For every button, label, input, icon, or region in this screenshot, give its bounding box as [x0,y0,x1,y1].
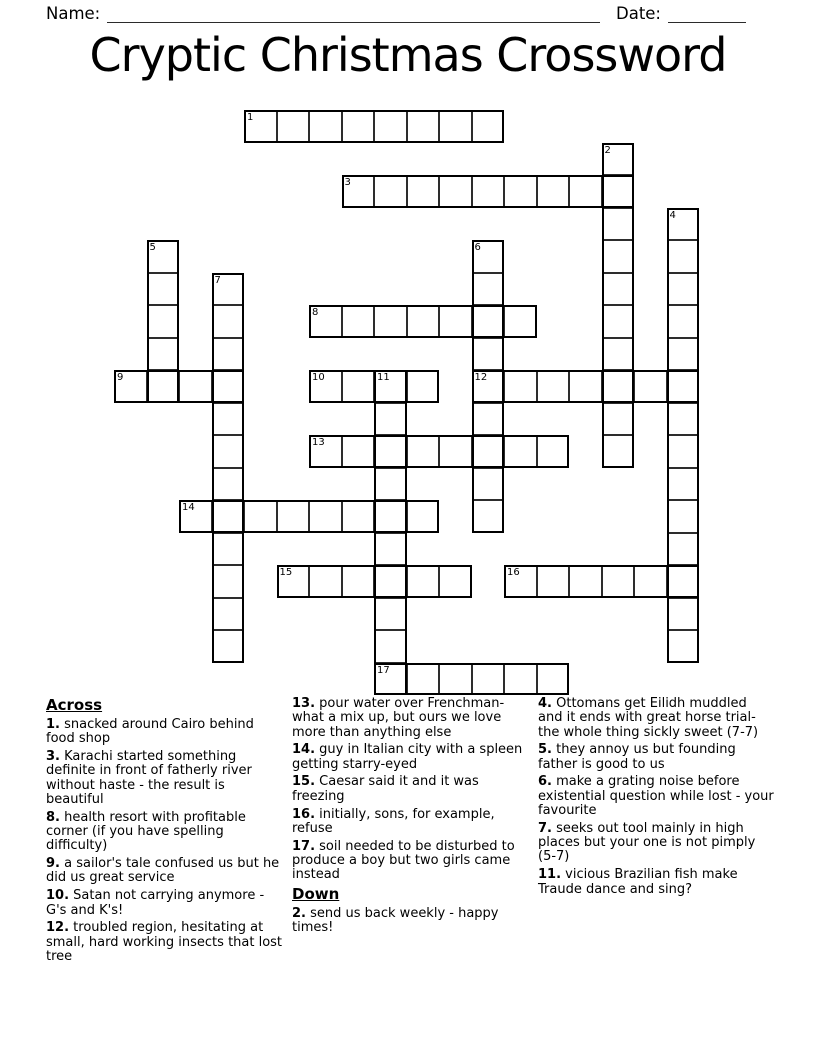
clue-across-13: 13. pour water over Frenchman-what a mix up, but ours we love more than anything else [292,696,505,740]
grid-cell[interactable] [472,500,505,533]
grid-cell[interactable] [602,273,635,306]
grid-cell[interactable] [212,273,245,306]
name-label: Name: [46,4,101,23]
grid-cell[interactable] [374,435,407,468]
grid-cell[interactable] [472,110,505,143]
cell-number: 17 [377,664,390,676]
grid-cell[interactable] [212,468,245,501]
cell-number: 5 [149,242,156,253]
grid-cell[interactable] [407,305,440,338]
grid-cell[interactable] [602,208,635,241]
grid-cell[interactable] [212,370,245,403]
clue-across-16: 16. initially, sons, for example, refuse [292,806,495,836]
grid-cell[interactable] [667,240,700,273]
grid-cell[interactable] [667,403,700,436]
cell-number: 2 [604,144,611,156]
clue-number: 9. [46,856,60,872]
grid-cell[interactable] [537,565,570,598]
clue-across-10: 10. Satan not carrying anymore - G's and K's! [46,888,265,918]
grid-cell[interactable] [374,565,407,598]
grid-cell[interactable] [342,305,375,338]
grid-cell[interactable] [439,305,472,338]
grid-cell[interactable] [374,305,407,338]
clue-number: 12. [46,920,70,936]
clue-across-8: 8. health resort with profitable corner (if you have spelling difficulty) [46,809,246,854]
grid-cell[interactable] [439,435,472,468]
clue-number: 11. [538,867,562,883]
grid-cell[interactable] [537,370,570,403]
date-label: Date: [616,4,661,23]
clue-number: 7. [538,820,552,836]
clue-number: 16. [292,806,316,822]
grid-cell[interactable] [504,435,537,468]
grid-cell[interactable] [667,370,700,403]
grid-cell[interactable] [407,110,440,143]
grid-cell[interactable] [634,565,667,598]
clue-down-11: 11. vicious Brazilian fish make Traude dance and sing? [538,867,738,897]
clue-across-3: 3. Karachi started something definite in front of fatherly river without haste - the result is beautiful [46,749,252,807]
grid-cell[interactable] [244,110,277,143]
grid-cell[interactable] [537,175,570,208]
grid-cell[interactable] [374,403,407,436]
grid-cell[interactable] [602,403,635,436]
grid-cell[interactable] [667,435,700,468]
grid-cell[interactable] [309,565,342,598]
grid-cell[interactable] [407,663,440,696]
clue-column [46,697,283,968]
grid-cell[interactable] [374,598,407,631]
cell-number: 6 [474,242,481,253]
clue-across-14: 14. guy in Italian city with a spleen getting starry-eyed [292,742,523,772]
clue-column [538,697,775,900]
clue-across-17: 17. soil needed to be disturbed to produce a boy but two girls came instead [292,838,515,883]
grid-cell[interactable] [407,500,440,533]
clue-number: 15. [292,774,316,790]
name-blank-line[interactable] [107,4,600,23]
clues-section [46,697,775,968]
clue-number: 1. [46,717,60,732]
grid-cell[interactable] [504,370,537,403]
grid-cell[interactable] [667,273,700,306]
grid-cell[interactable] [569,565,602,598]
clue-across-12: 12. troubled region, hesitating at small, hard working insects that lost tree [46,920,283,964]
grid-cell[interactable] [147,370,180,403]
grid-cell[interactable] [374,500,407,533]
grid-cell[interactable] [667,500,700,533]
grid-cell[interactable] [212,533,245,566]
grid-cell[interactable] [472,273,505,306]
grid-cell[interactable] [212,305,245,338]
grid-cell[interactable] [114,370,147,403]
grid-cell[interactable] [342,565,375,598]
grid-cell[interactable] [212,500,245,533]
clue-number: 10. [46,888,70,904]
grid-cell[interactable] [342,370,375,403]
grid-cell[interactable] [277,500,310,533]
grid-cell[interactable] [472,435,505,468]
grid-cell[interactable] [472,370,505,403]
grid-cell[interactable] [472,403,505,436]
grid-cell[interactable] [537,663,570,696]
clue-down-7: 7. seeks out tool mainly in high places but your one is not pimply (5-7) [538,820,756,865]
grid-cell[interactable] [244,500,277,533]
clue-down-4: 4. Ottomans get Eilidh muddled and it ends with great horse trial-the whole thing sickly sweet (7-7) [538,696,759,740]
grid-cell[interactable] [602,565,635,598]
grid-cell[interactable] [212,565,245,598]
grid-cell[interactable] [407,435,440,468]
grid-cell[interactable] [407,370,440,403]
grid-cell[interactable] [472,338,505,371]
grid-cell[interactable] [342,175,375,208]
grid-cell[interactable] [472,468,505,501]
grid-cell[interactable] [407,565,440,598]
grid-cell[interactable] [667,598,700,631]
cell-number: 13 [312,437,325,448]
grid-cell[interactable] [634,370,667,403]
grid-cell[interactable] [179,500,212,533]
grid-cell[interactable] [439,175,472,208]
grid-cell[interactable] [439,110,472,143]
down-header: Down [292,885,340,904]
clue-across-1: 1. snacked around Cairo behind food shop [46,717,254,747]
crossword-grid [114,110,699,695]
grid-cell[interactable] [439,565,472,598]
cell-number: 16 [507,567,520,578]
clue-number: 8. [46,809,60,825]
grid-cell[interactable] [602,175,635,208]
grid-cell[interactable] [602,143,635,176]
grid-cell[interactable] [309,500,342,533]
clue-across-15: 15. Caesar said it and it was freezing [292,774,479,804]
clue-down-6: 6. make a grating noise before existential question while lost - your favourite [538,774,774,819]
clue-number: 14. [292,742,316,758]
grid-cell[interactable] [212,435,245,468]
cell-number: 15 [279,567,293,578]
cell-number: 10 [312,372,325,383]
grid-cell[interactable] [407,175,440,208]
grid-cell[interactable] [309,305,342,338]
cell-number: 14 [182,502,195,513]
grid-cell[interactable] [667,468,700,501]
grid-cell[interactable] [212,338,245,371]
grid-cell[interactable] [504,175,537,208]
clue-across-9: 9. a sailor's tale confused us but he did us great service [46,856,280,886]
cell-number: 11 [377,372,390,383]
grid-cell[interactable] [342,435,375,468]
grid-cell[interactable] [147,305,180,338]
grid-cell[interactable] [472,305,505,338]
grid-cell[interactable] [472,240,505,273]
clue-number: 5. [538,742,552,758]
grid-cell[interactable] [602,305,635,338]
grid-cell[interactable] [374,468,407,501]
grid-cell[interactable] [342,500,375,533]
clue-down-2: 2. send us back weekly - happy times! [292,906,499,936]
grid-cell[interactable] [504,565,537,598]
grid-cell[interactable] [309,110,342,143]
cell-number: 8 [312,307,319,318]
grid-cell[interactable] [374,110,407,143]
clue-number: 2. [292,906,306,922]
grid-cell[interactable] [374,175,407,208]
page-title: Cryptic Christmas Crossword [89,28,727,82]
grid-cell[interactable] [374,630,407,663]
clue-number: 13. [292,696,316,711]
grid-cell[interactable] [667,565,700,598]
clue-column [292,697,529,939]
clue-number: 3. [46,749,60,765]
grid-cell[interactable] [277,565,310,598]
grid-cell[interactable] [212,630,245,663]
grid-cell[interactable] [667,533,700,566]
grid-cell[interactable] [667,305,700,338]
grid-cell[interactable] [212,403,245,436]
cell-number: 12 [474,372,488,383]
grid-cell[interactable] [342,110,375,143]
grid-cell[interactable] [472,663,505,696]
grid-cell[interactable] [537,435,570,468]
grid-cell[interactable] [147,338,180,371]
grid-cell[interactable] [667,338,700,371]
cell-number: 1 [247,112,254,123]
cell-number: 9 [117,372,124,383]
grid-cell[interactable] [179,370,212,403]
grid-cell[interactable] [309,370,342,403]
cell-number: 3 [344,177,351,188]
grid-cell[interactable] [602,435,635,468]
grid-cell[interactable] [602,370,635,403]
name-date-row [46,4,746,24]
clue-number: 17. [292,838,316,854]
grid-cell[interactable] [147,273,180,306]
grid-cell[interactable] [374,370,407,403]
grid-cell[interactable] [504,305,537,338]
grid-cell[interactable] [504,663,537,696]
grid-cell[interactable] [569,370,602,403]
grid-cell[interactable] [667,630,700,663]
grid-cell[interactable] [602,240,635,273]
clue-number: 6. [538,774,552,790]
grid-cell[interactable] [439,663,472,696]
cell-number: 4 [669,209,676,221]
across-header: Across [46,696,103,714]
clue-number: 4. [538,696,552,711]
grid-cell[interactable] [309,435,342,468]
grid-cell[interactable] [147,240,180,273]
date-blank-line[interactable] [668,4,746,23]
clue-down-5: 5. they annoy us but founding father is good to us [538,742,736,772]
grid-cell[interactable] [374,533,407,566]
grid-cell[interactable] [667,208,700,241]
grid-cell[interactable] [374,663,407,696]
grid-cell[interactable] [212,598,245,631]
grid-cell[interactable] [602,338,635,371]
grid-cell[interactable] [472,175,505,208]
grid-cell[interactable] [569,175,602,208]
cell-number: 7 [214,274,221,286]
grid-cell[interactable] [277,110,310,143]
